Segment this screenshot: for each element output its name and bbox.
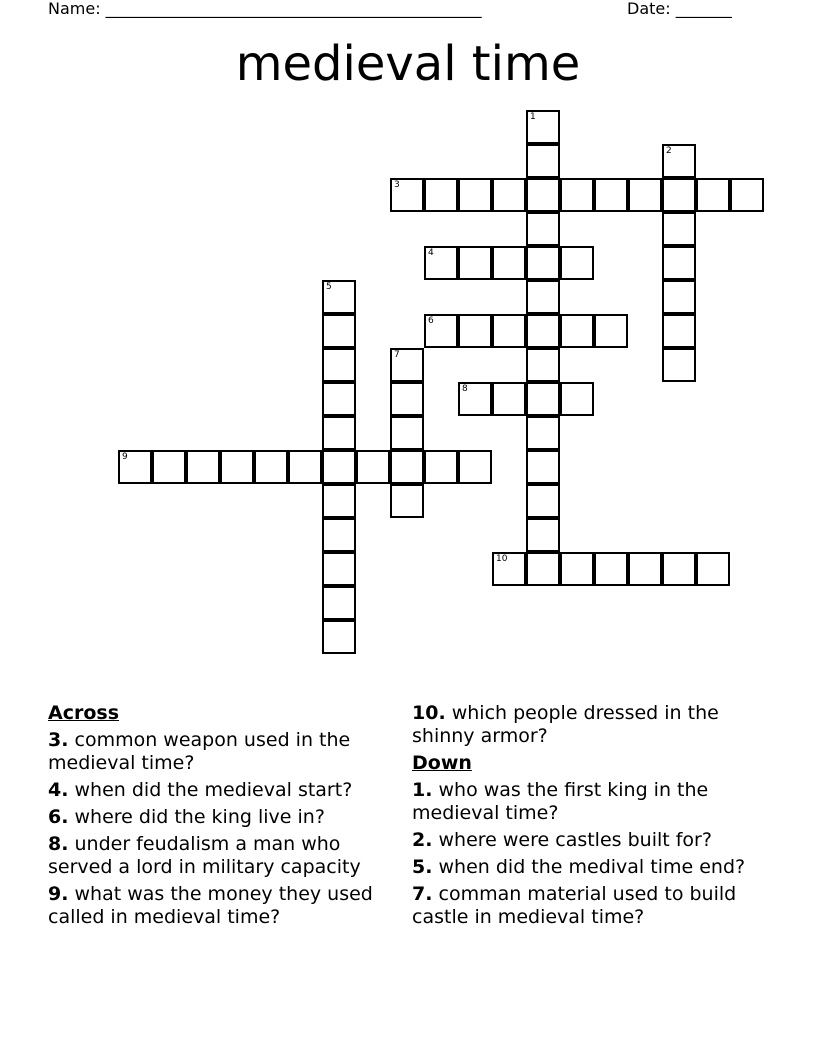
- clue-across-8: 8. under feudalism a man who served a lord in military capacity: [48, 833, 361, 878]
- grid-cell[interactable]: [492, 552, 526, 586]
- grid-cell[interactable]: [458, 314, 492, 348]
- clues-right-column: [412, 702, 772, 929]
- grid-cell[interactable]: [118, 450, 152, 484]
- grid-cell[interactable]: [254, 450, 288, 484]
- grid-cell[interactable]: [526, 246, 560, 280]
- grid-cell[interactable]: [560, 246, 594, 280]
- grid-cell[interactable]: [390, 382, 424, 416]
- grid-cell[interactable]: [696, 178, 730, 212]
- clue-down-7: 7. comman material used to build castle in medieval time?: [412, 883, 737, 928]
- grid-cell[interactable]: [526, 382, 560, 416]
- grid-cell[interactable]: [526, 144, 560, 178]
- grid-cell[interactable]: [322, 518, 356, 552]
- clues-left-column: [48, 702, 398, 929]
- grid-cell[interactable]: [662, 178, 696, 212]
- grid-cell[interactable]: [390, 450, 424, 484]
- grid-cell[interactable]: [526, 416, 560, 450]
- date-field[interactable]: Date: _______: [627, 0, 732, 18]
- grid-cell[interactable]: [322, 382, 356, 416]
- grid-cell[interactable]: [560, 178, 594, 212]
- grid-cell[interactable]: [526, 552, 560, 586]
- grid-cell[interactable]: [662, 314, 696, 348]
- grid-cell[interactable]: [594, 178, 628, 212]
- grid-cell[interactable]: [492, 246, 526, 280]
- grid-cell[interactable]: [288, 450, 322, 484]
- clue-down-1: 1. who was the first king in the medieval time?: [412, 779, 709, 824]
- grid-cell[interactable]: [526, 518, 560, 552]
- grid-cell[interactable]: [662, 144, 696, 178]
- clue-number: 4: [428, 248, 434, 258]
- grid-cell[interactable]: [526, 450, 560, 484]
- grid-cell[interactable]: [186, 450, 220, 484]
- clue-down-2: 2. where were castles built for?: [412, 829, 712, 851]
- clue-number: 6: [428, 316, 434, 326]
- grid-cell[interactable]: [560, 314, 594, 348]
- grid-cell[interactable]: [594, 314, 628, 348]
- grid-cell[interactable]: [526, 484, 560, 518]
- grid-cell[interactable]: [662, 348, 696, 382]
- grid-cell[interactable]: [730, 178, 764, 212]
- grid-cell[interactable]: [390, 484, 424, 518]
- puzzle-title: medieval time: [235, 36, 581, 92]
- grid-cell[interactable]: [424, 450, 458, 484]
- grid-cell[interactable]: [152, 450, 186, 484]
- grid-cell[interactable]: [390, 348, 424, 382]
- clue-number: 1: [530, 112, 536, 122]
- grid-cell[interactable]: [322, 586, 356, 620]
- grid-cell[interactable]: [322, 620, 356, 654]
- grid-cell[interactable]: [492, 382, 526, 416]
- grid-cell[interactable]: [322, 280, 356, 314]
- across-heading: Across: [48, 702, 120, 724]
- grid-cell[interactable]: [696, 552, 730, 586]
- clue-across-10: 10. which people dressed in the shinny armor?: [412, 702, 719, 747]
- grid-cell[interactable]: [322, 416, 356, 450]
- grid-cell[interactable]: [662, 280, 696, 314]
- grid-cell[interactable]: [458, 450, 492, 484]
- clue-across-3: 3. common weapon used in the medieval time?: [48, 729, 351, 774]
- clue-number: 2: [666, 146, 672, 156]
- grid-cell[interactable]: [662, 552, 696, 586]
- name-field[interactable]: Name: _______________________________________________: [48, 0, 482, 18]
- grid-cell[interactable]: [322, 450, 356, 484]
- grid-cell[interactable]: [356, 450, 390, 484]
- grid-cell[interactable]: [526, 212, 560, 246]
- grid-cell[interactable]: [390, 178, 424, 212]
- grid-cell[interactable]: [526, 280, 560, 314]
- clue-number: 8: [462, 384, 468, 394]
- grid-cell[interactable]: [390, 416, 424, 450]
- grid-cell[interactable]: [322, 348, 356, 382]
- grid-cell[interactable]: [424, 314, 458, 348]
- clue-number: 9: [122, 452, 128, 462]
- grid-cell[interactable]: [560, 382, 594, 416]
- grid-cell[interactable]: [662, 212, 696, 246]
- clue-across-9: 9. what was the money they used called in medieval time?: [48, 883, 373, 928]
- grid-cell[interactable]: [322, 484, 356, 518]
- grid-cell[interactable]: [322, 314, 356, 348]
- grid-cell[interactable]: [526, 110, 560, 144]
- grid-cell[interactable]: [526, 348, 560, 382]
- grid-cell[interactable]: [492, 314, 526, 348]
- grid-cell[interactable]: [424, 178, 458, 212]
- down-heading: Down: [412, 752, 472, 774]
- grid-cell[interactable]: [424, 246, 458, 280]
- grid-cell[interactable]: [560, 552, 594, 586]
- clue-across-4: 4. when did the medieval start?: [48, 779, 353, 801]
- clue-number: 7: [394, 350, 400, 360]
- clue-down-5: 5. when did the medival time end?: [412, 856, 746, 878]
- clue-number: 3: [394, 180, 400, 190]
- grid-cell[interactable]: [628, 552, 662, 586]
- grid-cell[interactable]: [662, 246, 696, 280]
- grid-cell[interactable]: [526, 178, 560, 212]
- grid-cell[interactable]: [322, 552, 356, 586]
- clue-number: 10: [496, 554, 508, 564]
- clue-across-6: 6. where did the king live in?: [48, 806, 325, 828]
- grid-cell[interactable]: [458, 178, 492, 212]
- grid-cell[interactable]: [492, 178, 526, 212]
- grid-cell[interactable]: [526, 314, 560, 348]
- grid-cell[interactable]: [628, 178, 662, 212]
- grid-cell[interactable]: [220, 450, 254, 484]
- grid-cell[interactable]: [458, 382, 492, 416]
- grid-cell[interactable]: [594, 552, 628, 586]
- clue-number: 5: [326, 282, 332, 292]
- grid-cell[interactable]: [458, 246, 492, 280]
